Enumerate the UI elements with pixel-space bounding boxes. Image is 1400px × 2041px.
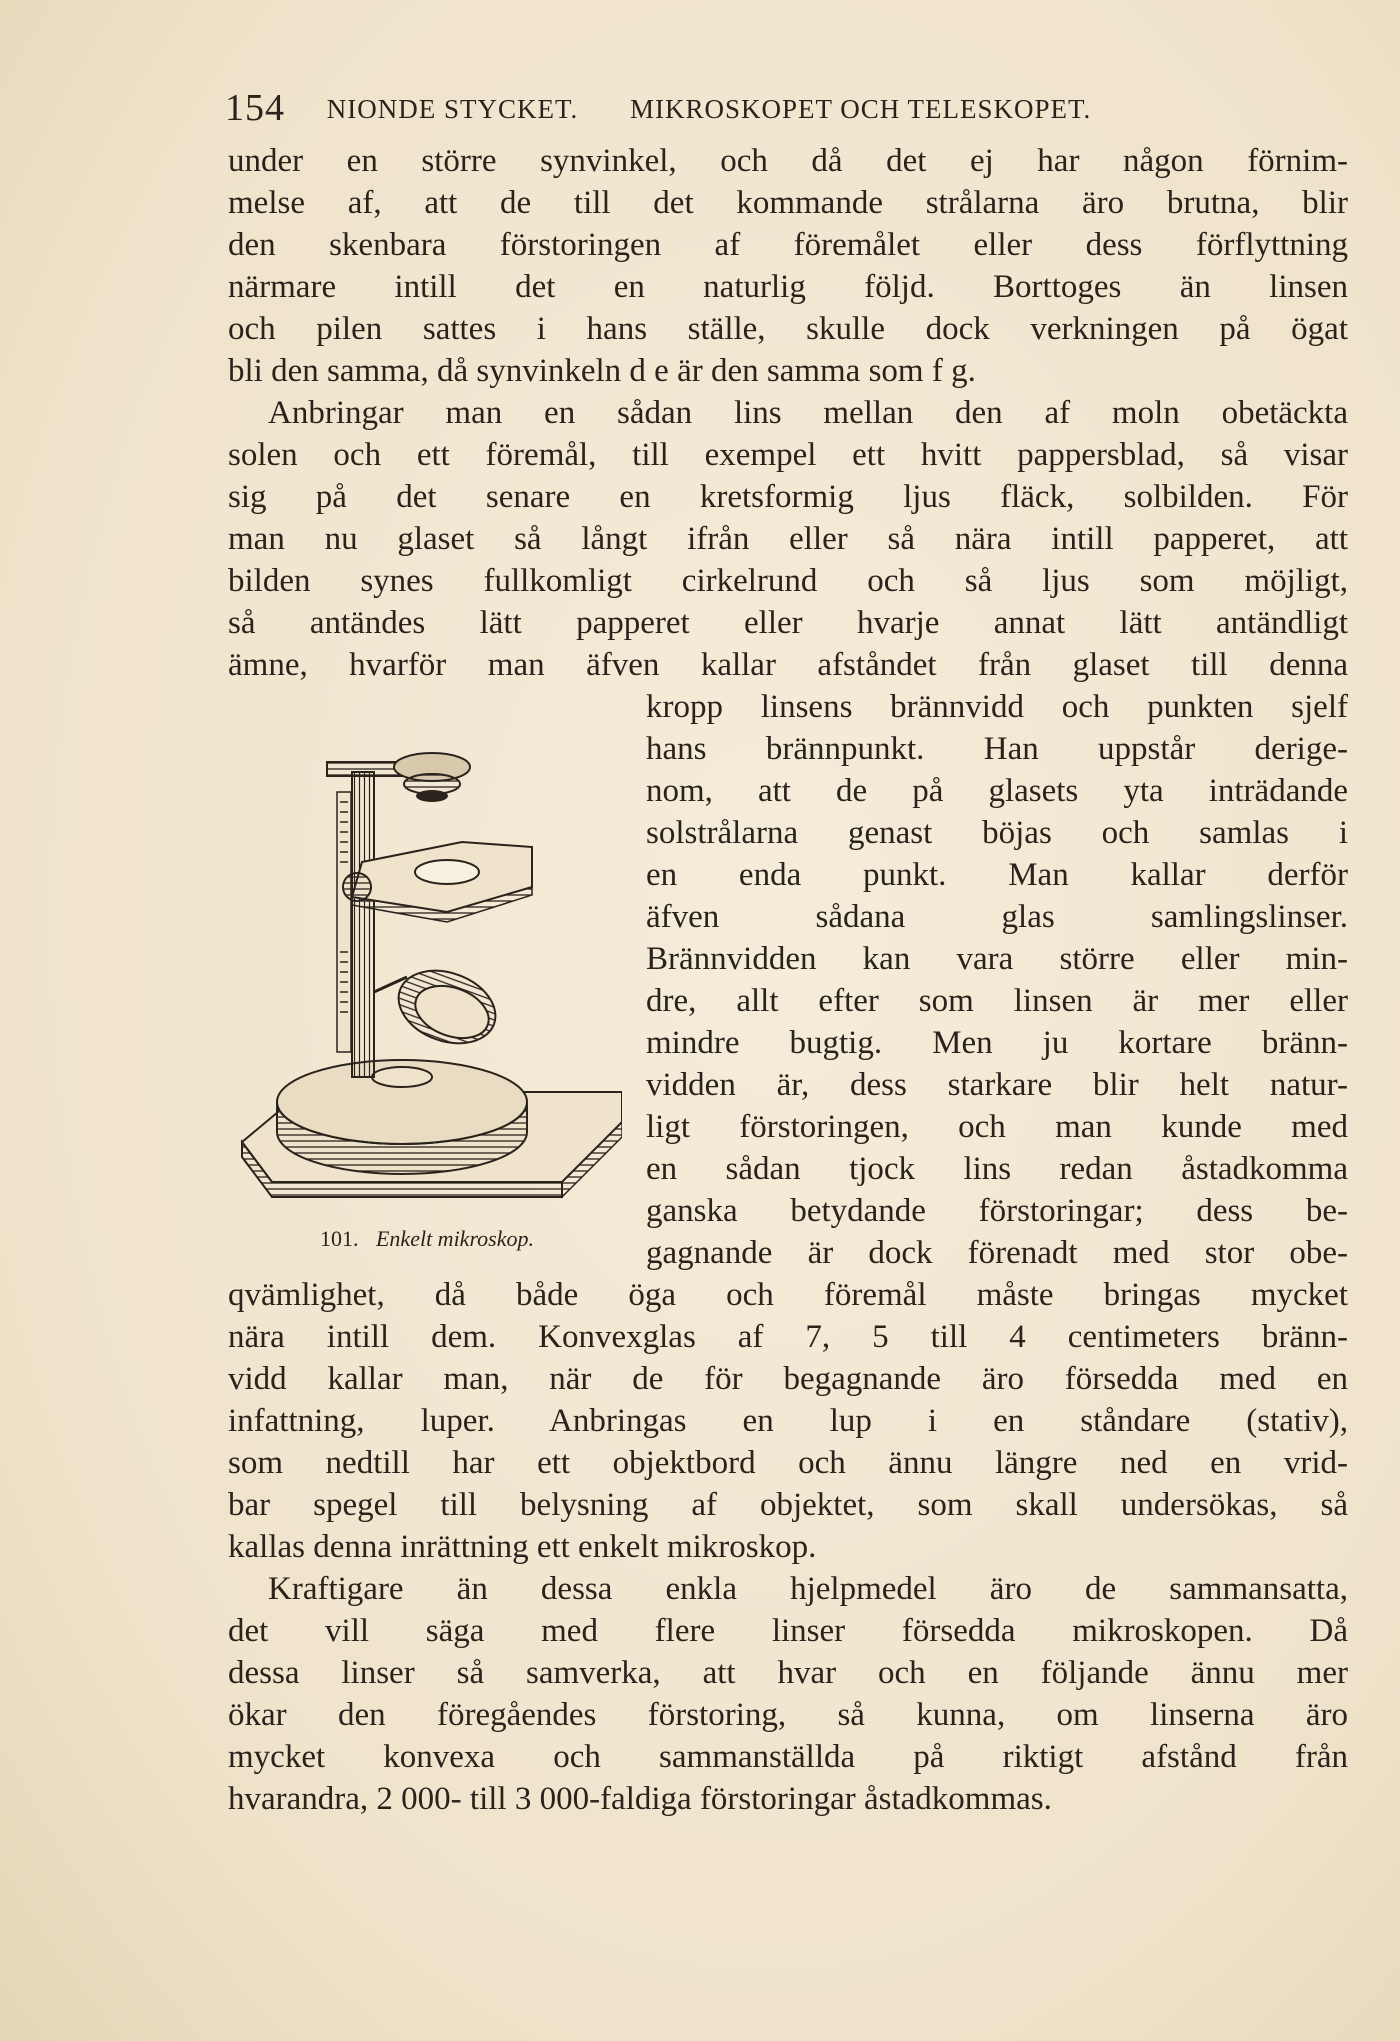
text-line: gagnande är dock förenadt med stor obe-: [646, 1235, 1348, 1271]
text-line: en sådan tjock lins redan åstadkomma: [646, 1151, 1348, 1187]
text-line: bar spegel till belysning af objektet, som skall undersökas, så: [228, 1487, 1348, 1523]
text-line: och pilen sattes i hans ställe, skulle dock verkningen på ögat: [228, 311, 1348, 347]
text-line: hvarandra, 2 000- till 3 000-faldiga förstoringar åstadkommas.: [228, 1781, 1052, 1817]
page-header: [225, 86, 1345, 130]
text-line: nom, att de på glasets yta inträdande: [646, 773, 1348, 809]
text-line: så antändes lätt papperet eller hvarje annat lätt antändligt: [228, 605, 1348, 641]
text-line: qvämlighet, då både öga och föremål måste bringas mycket: [228, 1277, 1348, 1313]
text-line: ökar den föregåendes förstoring, så kunna, om linserna äro: [228, 1697, 1348, 1733]
text-line: ganska betydande förstoringar; dess be-: [646, 1193, 1348, 1229]
text-line: dessa linser så samverka, att hvar och en följande ännu mer: [228, 1655, 1348, 1691]
text-line: som nedtill har ett objektbord och ännu längre ned en vrid-: [228, 1445, 1348, 1481]
text-line: infattning, luper. Anbringas en lup i en ståndare (stativ),: [228, 1403, 1348, 1439]
text-line: Brännvidden kan vara större eller min-: [646, 941, 1348, 977]
text-line: man nu glaset så långt ifrån eller så nära intill papperet, att: [228, 521, 1348, 557]
text-line: vidden är, dess starkare blir helt natur-: [646, 1067, 1348, 1103]
text-line: den skenbara förstoringen af föremålet eller dess förflyttning: [228, 227, 1348, 263]
text-line: kropp linsens brännvidd och punkten sjelf: [646, 689, 1348, 725]
text-line: kallas denna inrättning ett enkelt mikroskop.: [228, 1529, 817, 1565]
text-line: Kraftigare än dessa enkla hjelpmedel äro de sammansatta,: [268, 1571, 1348, 1607]
text-line: Anbringar man en sådan lins mellan den af moln obetäckta: [268, 395, 1348, 431]
text-line: hans brännpunkt. Han uppstår derige-: [646, 731, 1348, 767]
text-line: solen och ett föremål, till exempel ett hvitt pappersblad, så visar: [228, 437, 1348, 473]
text-line: ligt förstoringen, och man kunde med: [646, 1109, 1348, 1145]
text-line: sig på det senare en kretsformig ljus fläck, solbilden. För: [228, 479, 1348, 515]
figure-caption: [232, 1226, 622, 1252]
figure-caption-text: Enkelt mikroskop.: [375, 1226, 535, 1251]
text-line: bilden synes fullkomligt cirkelrund och så ljus som möjligt,: [228, 563, 1348, 599]
text-line: bli den samma, då synvinkeln d e är den samma som f g.: [228, 353, 976, 389]
figure-simple-microscope: [232, 712, 622, 1272]
text-line: äfven sådana glas samlingslinser.: [646, 899, 1348, 935]
text-line: ämne, hvarför man äfven kallar afståndet från glaset till denna: [228, 647, 1348, 683]
text-line: nära intill dem. Konvexglas af 7, 5 till 4 centimeters bränn-: [228, 1319, 1348, 1355]
text-line: en enda punkt. Man kallar derför: [646, 857, 1348, 893]
text-line: under en större synvinkel, och då det ej har någon förnim-: [228, 143, 1348, 179]
text-line: dre, allt efter som linsen är mer eller: [646, 983, 1348, 1019]
text-line: solstrålarna genast böjas och samlas i: [646, 815, 1348, 851]
chapter-title: NIONDE STYCKET.: [326, 94, 579, 124]
running-title: MIKROSKOPET OCH TELESKOPET.: [629, 94, 1092, 124]
text-line: vidd kallar man, när de för begagnande äro försedda med en: [228, 1361, 1348, 1397]
simple-microscope-illustration: [232, 712, 622, 1212]
text-line: det vill säga med flere linser försedda mikroskopen. Då: [228, 1613, 1348, 1649]
figure-number: 101.: [319, 1226, 359, 1251]
text-line: närmare intill det en naturlig följd. Borttoges än linsen: [228, 269, 1348, 305]
text-line: mycket konvexa och sammanställda på riktigt afstånd från: [228, 1739, 1348, 1775]
text-line: melse af, att de till det kommande strålarna äro brutna, blir: [228, 185, 1348, 221]
text-line: mindre bugtig. Men ju kortare bränn-: [646, 1025, 1348, 1061]
page-number: 154: [225, 87, 285, 129]
